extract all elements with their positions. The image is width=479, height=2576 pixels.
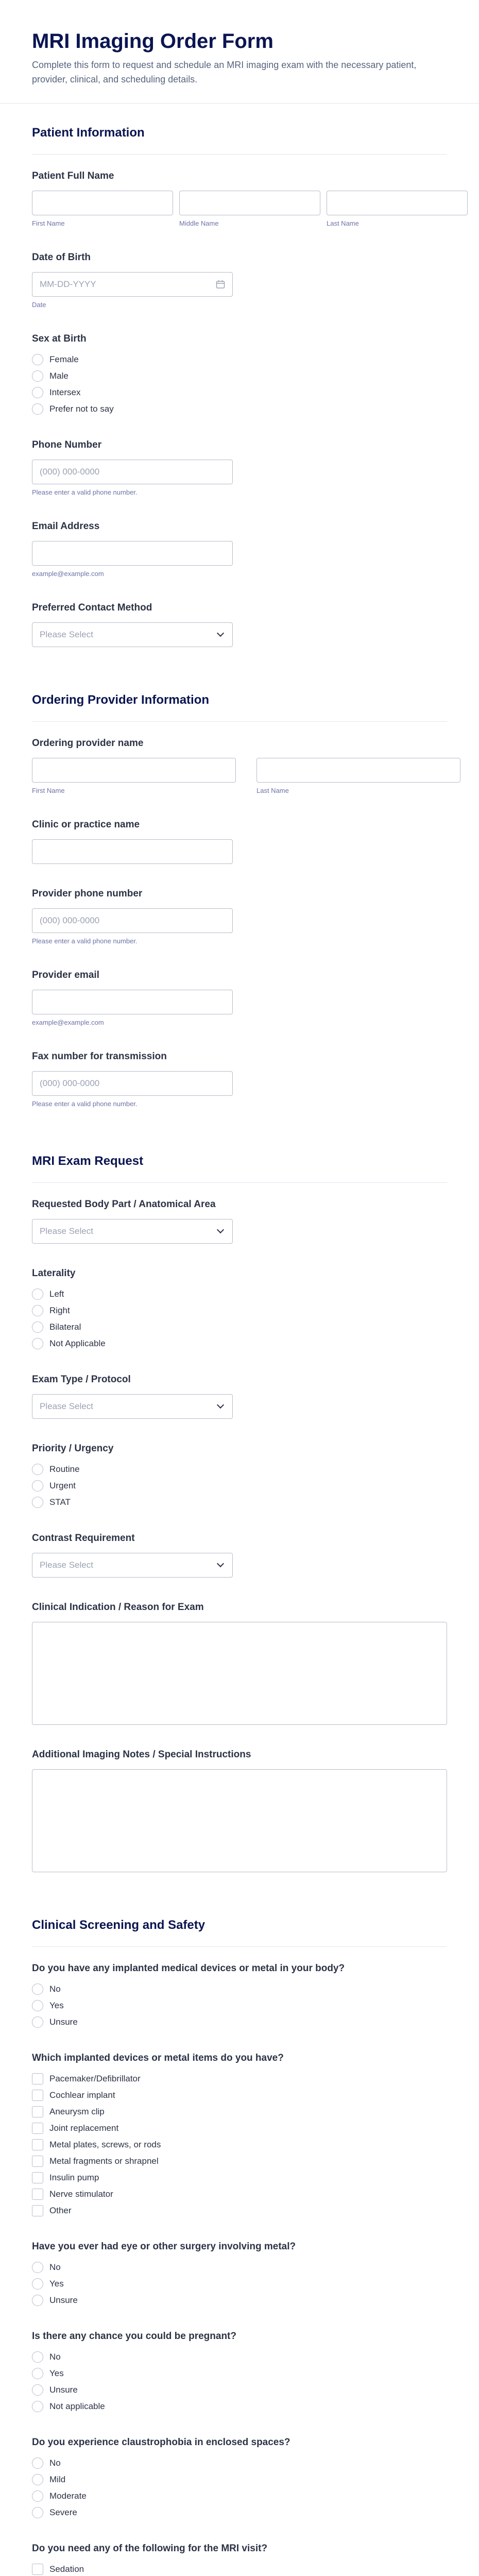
option-label: Yes [49,2001,64,2010]
claustrophobia-field [32,2436,447,2519]
checkbox[interactable] [32,2073,43,2084]
radio-option[interactable] [32,2351,447,2363]
option-label: Female [49,354,79,364]
patient-full-name-label: Patient Full Name [32,171,114,181]
section-clinical-screening: Clinical Screening and Safety [32,1896,447,1947]
option-label: Nerve stimulator [49,2189,113,2199]
exam-type-label: Exam Type / Protocol [32,1374,131,1385]
notes-label: Additional Imaging Notes / Special Instructions [32,1749,251,1760]
chevron-down-icon [217,1560,224,1567]
checkbox-option[interactable] [32,2122,447,2134]
claustrophobia-label: Do you experience claustrophobia in enclosed spaces? [32,2437,290,2448]
provider-last-sublabel: Last Name [256,787,289,794]
radio-option[interactable] [32,403,447,415]
radio-button[interactable] [32,2458,43,2469]
implants-field [32,1962,447,2028]
devices-field [32,2052,447,2217]
fax-field [32,1050,447,1108]
exam-type-select[interactable] [32,1394,233,1419]
patient-middle-name-input[interactable] [179,191,320,215]
radio-option[interactable] [32,1480,447,1492]
checkbox[interactable] [32,2123,43,2134]
radio-option[interactable] [32,370,447,382]
option-label: Bilateral [49,1322,81,1332]
radio-button[interactable] [32,403,43,415]
clinic-input[interactable] [32,839,233,864]
dob-field [32,251,447,309]
priority-label: Priority / Urgency [32,1443,114,1454]
select-placeholder: Please Select [40,1401,93,1411]
radio-option[interactable] [32,1304,447,1317]
provider-email-field [32,969,447,1027]
radio-button[interactable] [32,2295,43,2306]
checkbox-option[interactable] [32,2172,447,2184]
radio-option[interactable] [32,353,447,366]
radio-option[interactable] [32,2457,447,2469]
laterality-field [32,1267,447,1350]
body-part-label: Requested Body Part / Anatomical Area [32,1199,216,1210]
option-label: Metal fragments or shrapnel [49,2156,159,2166]
provider-phone-input[interactable] [32,908,233,933]
chevron-down-icon [217,1401,224,1409]
contact-method-field [32,602,447,647]
radio-button[interactable] [32,2507,43,2518]
checkbox-option[interactable] [32,2106,447,2118]
radio-button[interactable] [32,2262,43,2273]
indication-label: Clinical Indication / Reason for Exam [32,1602,204,1613]
option-label: Right [49,1306,70,1315]
option-label: Unsure [49,2385,78,2395]
radio-button[interactable] [32,2401,43,2412]
option-label: Routine [49,1464,80,1474]
phone-input[interactable] [32,460,233,484]
checkbox[interactable] [32,2564,43,2575]
first-name-sublabel: First Name [32,219,65,227]
select-placeholder: Please Select [40,630,93,639]
option-label: Not applicable [49,2401,105,2411]
contact-method-select[interactable] [32,622,233,647]
devices-label: Which implanted devices or metal items do you have? [32,2053,284,2063]
radio-option[interactable] [32,2261,447,2274]
checkbox-option[interactable] [32,2188,447,2200]
option-label: No [49,2352,61,2362]
dob-label: Date of Birth [32,252,91,263]
radio-button[interactable] [32,1464,43,1475]
needs-field [32,2543,447,2576]
phone-sublabel: Please enter a valid phone number. [32,488,138,496]
checkbox[interactable] [32,2139,43,2150]
option-label: Left [49,1289,64,1299]
checkbox[interactable] [32,2172,43,2183]
option-label: Not Applicable [49,1338,106,1348]
checkbox-option[interactable] [32,2205,447,2217]
fax-input[interactable] [32,1071,233,1096]
patient-first-name-input[interactable] [32,191,173,215]
checkbox[interactable] [32,2106,43,2117]
email-label: Email Address [32,521,100,532]
pregnant-label: Is there any chance you could be pregnant? [32,2331,236,2342]
option-label: Yes [49,2279,64,2289]
form-header [0,0,479,104]
radio-option[interactable] [32,386,447,399]
radio-option[interactable] [32,1321,447,1333]
radio-button[interactable] [32,2384,43,2396]
option-label: Unsure [49,2295,78,2305]
radio-button[interactable] [32,1497,43,1508]
checkbox[interactable] [32,2156,43,2167]
radio-option[interactable] [32,2016,447,2028]
radio-button[interactable] [32,2474,43,2485]
pregnant-field [32,2330,447,2413]
indication-textarea[interactable] [32,1622,447,1725]
option-label: Other [49,2206,72,2215]
body-part-select[interactable] [32,1219,233,1244]
option-label: Moderate [49,2491,87,2501]
provider-email-input[interactable] [32,990,233,1014]
clinic-field [32,819,447,864]
fax-label: Fax number for transmission [32,1051,167,1062]
radio-button[interactable] [32,370,43,382]
chevron-down-icon [217,1226,224,1233]
radio-button[interactable] [32,1289,43,1300]
option-label: Intersex [49,387,81,397]
radio-button[interactable] [32,2490,43,2502]
option-label: Cochlear implant [49,2090,115,2100]
email-field [32,520,447,578]
radio-button[interactable] [32,2351,43,2363]
exam-type-field [32,1374,447,1419]
provider-first-sublabel: First Name [32,787,65,794]
first-name-group [32,191,173,228]
provider-last-group [256,758,460,795]
option-label: Aneurysm clip [49,2107,105,2116]
provider-last-name-input[interactable] [256,758,460,783]
section-mri-exam-request: MRI Exam Request [32,1132,447,1183]
section-patient-information: Patient Information [32,104,447,155]
option-label: No [49,2458,61,2468]
last-name-sublabel: Last Name [327,219,359,227]
priority-field [32,1443,447,1509]
checkbox[interactable] [32,2189,43,2200]
body-part-field [32,1198,447,1244]
provider-phone-placeholder: (000) 000-0000 [40,916,100,925]
checkbox-option[interactable] [32,2089,447,2102]
radio-option[interactable] [32,1337,447,1350]
radio-option[interactable] [32,2367,447,2380]
notes-field [32,1749,447,1872]
radio-option[interactable] [32,2400,447,2413]
chevron-down-icon [217,630,224,637]
eye-surgery-field [32,2241,447,2307]
radio-option[interactable] [32,2294,447,2307]
last-name-group [327,191,468,228]
option-label: Pacemaker/Defibrillator [49,2074,141,2083]
patient-name-row [32,191,447,228]
middle-name-sublabel: Middle Name [179,219,219,227]
radio-option[interactable] [32,2490,447,2502]
contrast-select[interactable] [32,1553,233,1578]
notes-textarea[interactable] [32,1769,447,1872]
sex-label: Sex at Birth [32,333,87,344]
form-title: MRI Imaging Order Form [32,30,273,53]
checkbox-option[interactable] [32,2139,447,2151]
radio-option[interactable] [32,2473,447,2486]
option-label: Unsure [49,2017,78,2027]
sex-field [32,333,447,415]
provider-name-label: Ordering provider name [32,738,144,749]
option-label: STAT [49,1497,71,1507]
indication-field [32,1601,447,1725]
radio-option[interactable] [32,1463,447,1476]
checkbox[interactable] [32,2205,43,2216]
form-description: Complete this form to request and schedule an MRI imaging exam with the necessary patient, provider, clinical, and scheduling details. [32,60,417,84]
contact-method-label: Preferred Contact Method [32,602,152,613]
option-label: Mild [49,2475,66,2484]
select-placeholder: Please Select [40,1560,93,1570]
radio-button[interactable] [32,2368,43,2379]
provider-first-name-input[interactable] [32,758,236,783]
radio-option[interactable] [32,1288,447,1300]
checkbox[interactable] [32,2090,43,2101]
provider-name-field [32,737,447,795]
provider-phone-label: Provider phone number [32,888,143,899]
option-label: Metal plates, screws, or rods [49,2140,161,2149]
option-label: Urgent [49,1481,76,1490]
radio-option[interactable] [32,2278,447,2290]
checkbox-option[interactable] [32,2155,447,2167]
implants-label: Do you have any implanted medical devices or metal in your body? [32,1963,345,1974]
eye-surgery-label: Have you ever had eye or other surgery involving metal? [32,2241,296,2252]
option-label: Prefer not to say [49,404,114,414]
provider-name-row [32,758,447,795]
checkbox-option[interactable] [32,2073,447,2085]
fax-placeholder: (000) 000-0000 [40,1078,100,1088]
laterality-label: Laterality [32,1268,76,1279]
radio-option[interactable] [32,1999,447,2012]
radio-button[interactable] [32,387,43,398]
radio-option[interactable] [32,1496,447,1509]
needs-label: Do you need any of the following for the MRI visit? [32,2543,268,2554]
option-label: Severe [49,2507,77,2517]
radio-option[interactable] [32,1983,447,1995]
dob-placeholder: MM-DD-YYYY [40,279,96,289]
phone-label: Phone Number [32,439,102,450]
checkbox-option[interactable] [32,2563,447,2575]
provider-phone-sublabel: Please enter a valid phone number. [32,937,138,945]
clinic-label: Clinic or practice name [32,819,140,830]
radio-button[interactable] [32,1321,43,1333]
patient-full-name-field [32,170,447,228]
fax-sublabel: Please enter a valid phone number. [32,1100,138,1108]
contrast-label: Contrast Requirement [32,1533,135,1544]
dob-input[interactable] [32,272,233,297]
phone-field [32,439,447,497]
radio-button[interactable] [32,354,43,365]
dob-sublabel: Date [32,301,46,309]
provider-email-label: Provider email [32,970,99,980]
option-label: Insulin pump [49,2173,99,2182]
patient-last-name-input[interactable] [327,191,468,215]
option-label: Sedation [49,2564,84,2574]
radio-option[interactable] [32,2384,447,2396]
option-label: Male [49,371,69,381]
calendar-icon[interactable] [216,280,225,289]
provider-phone-field [32,888,447,945]
middle-name-group [179,191,320,228]
option-label: No [49,1984,61,1994]
option-label: Joint replacement [49,2123,119,2133]
provider-first-group [32,758,236,795]
radio-button[interactable] [32,1984,43,1995]
provider-email-sublabel: example@example.com [32,1019,104,1026]
phone-placeholder: (000) 000-0000 [40,467,100,477]
radio-button[interactable] [32,1305,43,1316]
option-label: No [49,2262,61,2272]
select-placeholder: Please Select [40,1226,93,1236]
radio-button[interactable] [32,2016,43,2028]
option-label: Yes [49,2368,64,2378]
radio-button[interactable] [32,2278,43,2290]
radio-button[interactable] [32,2000,43,2011]
radio-button[interactable] [32,1480,43,1492]
email-input[interactable] [32,541,233,566]
radio-option[interactable] [32,2506,447,2519]
email-sublabel: example@example.com [32,570,104,578]
contrast-field [32,1532,447,1578]
section-ordering-provider: Ordering Provider Information [32,671,447,722]
radio-button[interactable] [32,1338,43,1349]
